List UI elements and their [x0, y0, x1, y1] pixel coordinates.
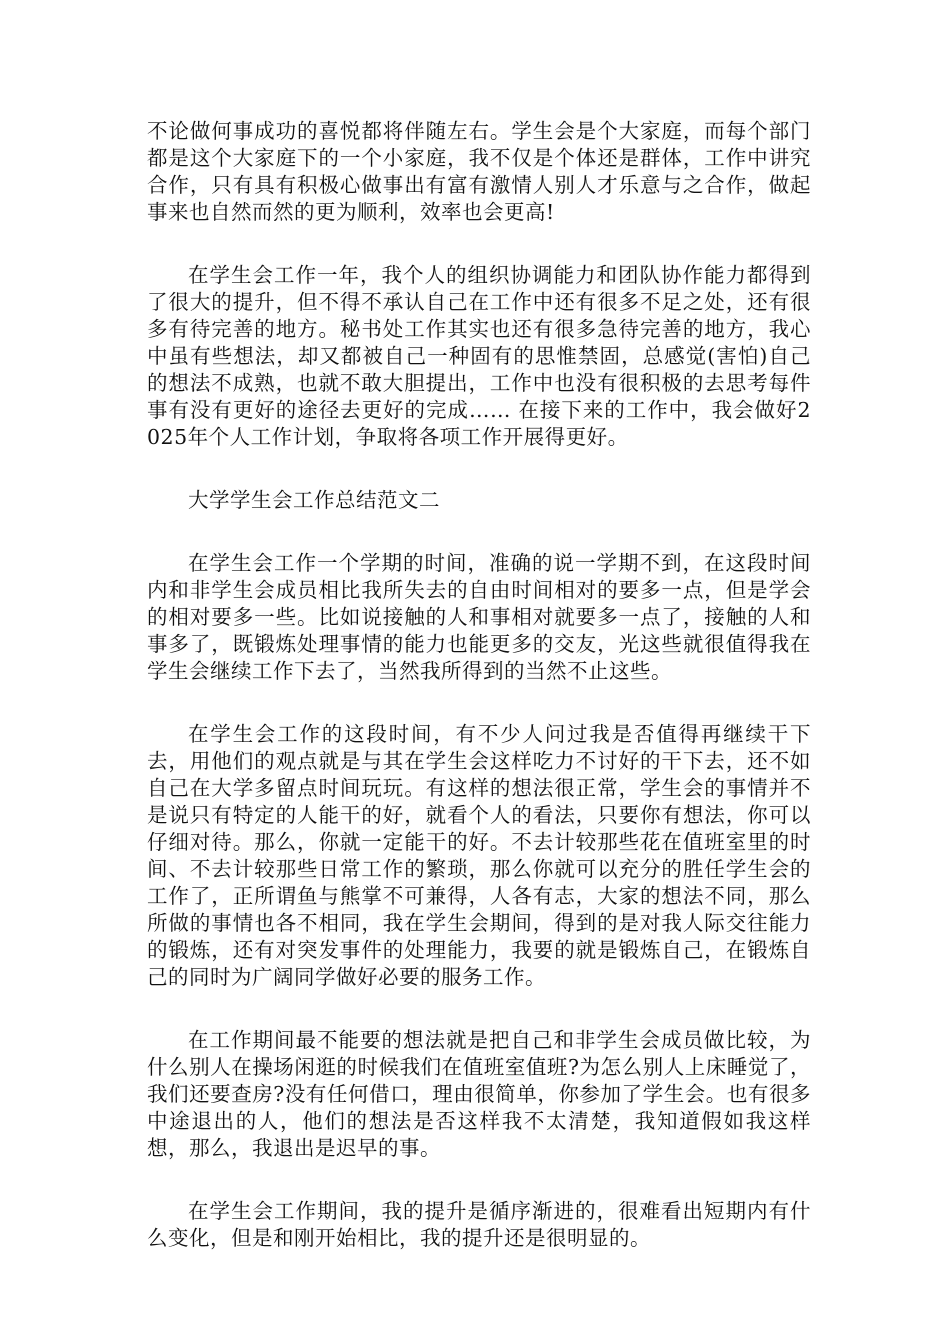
- paragraph: 在学生会工作一年，我个人的组织协调能力和团队协作能力都得到了很大的提升，但不得不承认自己在工作中还有很多不足之处，还有很多有待完善的地方。秘书处工作其实也还有很多急待完善的地方，我心中虽有些想法，却又都被自己一种固有的思惟禁固，总感觉(害怕)自己的想法不成熟，也就不敢大胆提出，工作中也没有很积极的去思考每件事有没有更好的途径去更好的完成…… 在接下来的工作中，我会做好2025年个人工作计划，争取将各项工作开展得更好。: [147, 263, 811, 449]
- section-heading: 大学学生会工作总结范文二: [188, 488, 440, 512]
- paragraph: 在学生会工作期间，我的提升是循序渐进的，很难看出短期内有什么变化，但是和刚开始相比，我的提升还是很明显的。: [147, 1199, 811, 1250]
- paragraph: 在学生会工作一个学期的时间，准确的说一学期不到，在这段时间内和非学生会成员相比我所失去的自由时间相对的要多一点，但是学会的相对要多一些。比如说接触的人和事相对就要多一点了，接触的人和事多了，既锻炼处理事情的能力也能更多的交友，光这些就很值得我在学生会继续工作下去了，当然我所得到的当然不止这些。: [147, 551, 811, 683]
- paragraph-continued: 不论做何事成功的喜悦都将伴随左右。学生会是个大家庭，而每个部门都是这个大家庭下的一个小家庭，我不仅是个体还是群体，工作中讲究合作，只有具有积极心做事出有富有激情人别人才乐意与之合作，做起事来也自然而然的更为顺利，效率也会更高!: [147, 119, 811, 224]
- paragraph: 在学生会工作的这段时间，有不少人问过我是否值得再继续干下去，用他们的观点就是与其在学生会这样吃力不讨好的干下去，还不如自己在大学多留点时间玩玩。有这样的想法很正常，学生会的事情并不是说只有特定的人能干的好，就看个人的看法，只要你有想法，你可以仔细对待。那么，你就一定能干的好。不去计较那些花在值班室里的时间、不去计较那些日常工作的繁琐，那么你就可以充分的胜任学生会的工作了，正所谓鱼与熊掌不可兼得，人各有志，大家的想法不同，那么所做的事情也各不相同，我在学生会期间，得到的是对我人际交往能力的锻炼，还有对突发事件的处理能力，我要的就是锻炼自己，在锻炼自己的同时为广阔同学做好必要的服务工作。: [147, 722, 811, 989]
- document-body: [147, 118, 811, 1288]
- paragraph: 在工作期间最不能要的想法就是把自己和非学生会成员做比较，为什么别人在操场闲逛的时候我们在值班室值班?为怎么别人上床睡觉了，我们还要查房?没有任何借口，理由很简单，你参加了学生会。也有很多中途退出的人，他们的想法是否这样我不太清楚，我知道假如我这样想，那么，我退出是迟早的事。: [147, 1028, 811, 1160]
